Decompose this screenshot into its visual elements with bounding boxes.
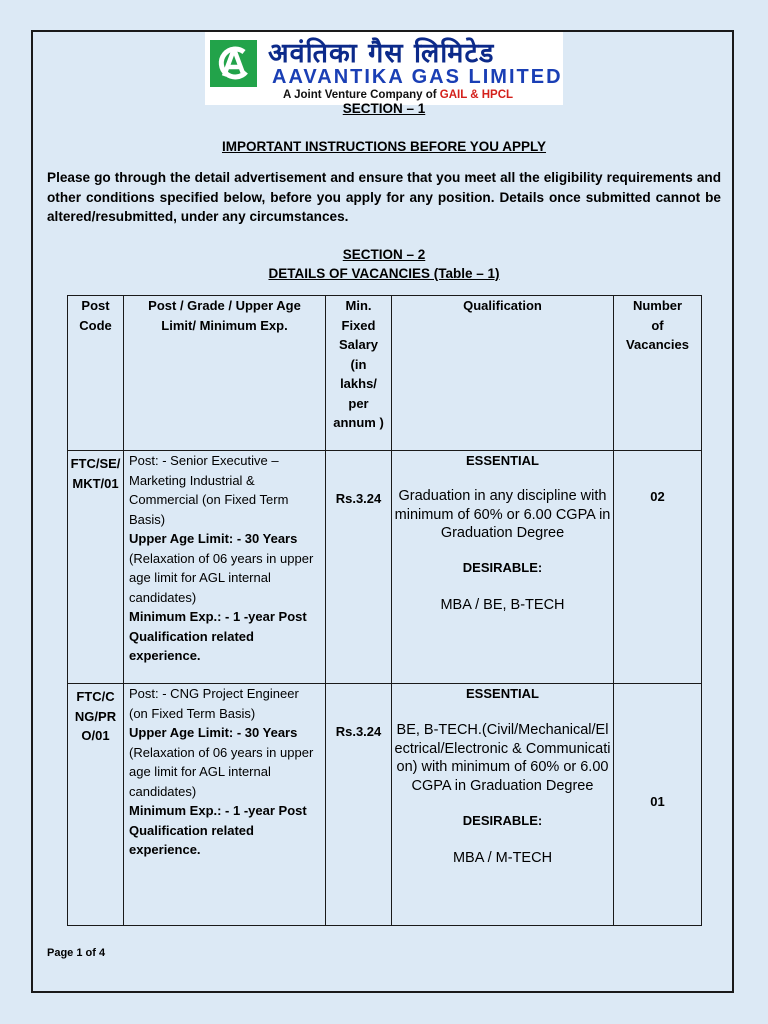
row-2-vacancies: 01 <box>614 684 702 926</box>
header-post-code: Post Code <box>68 296 124 451</box>
company-logo <box>205 32 563 105</box>
table-row <box>68 684 702 926</box>
tagline-partners: GAIL & HPCL <box>439 89 514 101</box>
vacancy-table <box>67 295 702 926</box>
row-1-salary: Rs.3.24 <box>326 451 392 684</box>
section-2-title: SECTION – 2 <box>342 247 426 262</box>
row-2-qualification <box>392 684 614 926</box>
row-1-desirable: MBA / BE, B-TECH <box>440 596 565 613</box>
aavantika-logo-icon <box>210 40 257 87</box>
instructions-paragraph: Please go through the detail advertisement and ensure that you meet all the eligibility requirements and other conditions specified below, before you apply for any position. Details once submitted cannot be altered/resubmitted, under any circumstances. <box>47 170 721 224</box>
table-header-row <box>68 296 702 451</box>
section-2-heading: DETAILS OF VACANCIES (Table – 1) <box>268 266 500 281</box>
section-1-title: SECTION – 1 <box>342 101 426 116</box>
row-2-min-experience: Minimum Exp.: - 1 -year Post Qualification related experience. <box>129 803 307 857</box>
row-2-relaxation: (Relaxation of 06 years in upper age limit for AGL internal candidates) <box>129 744 314 799</box>
row-2-post-details <box>124 684 326 926</box>
row-2-essential-label: ESSENTIAL <box>466 686 539 701</box>
row-1-age-limit: Upper Age Limit: - 30 Years <box>129 531 298 546</box>
row-1-essential: Graduation in any discipline with minimum of 60% or 6.00 CGPA in Graduation Degree <box>394 488 611 541</box>
page-number: Page 1 of 4 <box>47 947 106 959</box>
logo-tagline <box>283 89 513 101</box>
header-salary: Min. Fixed Salary (in lakhs/ per annum ) <box>326 296 392 451</box>
row-2-age-limit: Upper Age Limit: - 30 Years <box>129 725 298 740</box>
table-row <box>68 451 702 684</box>
logo-hindi-name: अवंतिका गैस लिमिटेड <box>268 38 495 69</box>
row-2-post-code: FTC/CNG/PRO/01 <box>68 684 124 926</box>
logo-english-name: AAVANTIKA GAS LIMITED <box>272 66 563 88</box>
row-1-qualification <box>392 451 614 684</box>
row-2-essential: BE, B-TECH.(Civil/Mechanical/Electrical/Electronic & Communication) with minimum of 60% or 6.00 CGPA in Graduation Degree <box>394 722 611 794</box>
row-2-desirable: MBA / M-TECH <box>452 850 553 866</box>
row-2-desirable-label: DESIRABLE: <box>462 813 543 828</box>
row-2-salary: Rs.3.24 <box>326 684 392 926</box>
row-1-post-code: FTC/SE/MKT/01 <box>68 451 124 684</box>
row-1-relaxation: (Relaxation of 06 years in upper age limit for AGL internal candidates) <box>129 550 314 605</box>
header-qualification: Qualification <box>392 296 614 451</box>
header-post-grade: Post / Grade / Upper Age Limit/ Minimum Exp. <box>124 296 326 451</box>
section-1-heading: IMPORTANT INSTRUCTIONS BEFORE YOU APPLY <box>221 139 547 154</box>
row-1-post: Post: - Senior Executive – Marketing Industrial & Commercial (on Fixed Term Basis) <box>129 453 289 527</box>
row-1-vacancies: 02 <box>614 451 702 684</box>
row-2-post: Post: - CNG Project Engineer (on Fixed Term Basis) <box>129 686 299 721</box>
row-1-essential-label: ESSENTIAL <box>466 453 539 468</box>
tagline-prefix: A Joint Venture Company of <box>283 89 440 101</box>
header-vacancies: Number of Vacancies <box>614 296 702 451</box>
row-1-post-details <box>124 451 326 684</box>
row-1-desirable-label: DESIRABLE: <box>462 559 543 575</box>
row-1-min-experience: Minimum Exp.: - 1 -year Post Qualification related experience. <box>129 609 307 663</box>
